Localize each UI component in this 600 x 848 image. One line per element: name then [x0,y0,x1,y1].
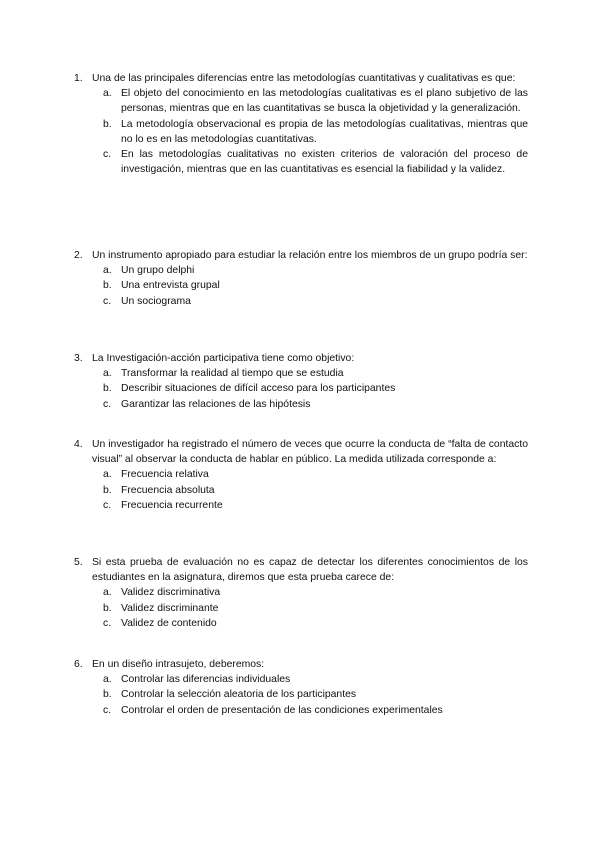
option-a [74,585,528,600]
question-5 [74,555,528,631]
option-letter: a. [103,88,112,100]
option-letter: b. [103,484,112,496]
option-text: Transformar la realidad al tiempo que se estudia [121,368,344,380]
option-c [74,703,528,718]
option-text: Un sociograma [121,295,191,307]
option-letter: b. [103,118,112,130]
question-number: 3. [74,353,83,364]
option-text: Garantizar las relaciones de las hipótesis [121,398,311,410]
option-letter: a. [103,674,112,686]
option-c [74,294,528,309]
question-text: Una de las principales diferencias entre las metodologías cuantitativas y cualitativas es que: [92,73,516,84]
option-letter: c. [103,398,112,410]
option-c [74,498,528,513]
option-letter: c. [103,499,112,511]
option-letter: c. [103,617,112,629]
option-b [74,483,528,498]
option-a [74,263,528,278]
option-list [74,86,528,177]
question-1 [74,71,528,177]
question-text: Si esta prueba de evaluación no es capaz de detectar los diferentes conocimientos de los estudiantes en la asignatura, diremos que esta prueba carece de: [92,557,528,584]
question-3 [74,351,528,412]
question-number: 4. [74,439,83,450]
option-letter: a. [103,469,112,481]
option-b [74,381,528,396]
option-text: Controlar el orden de presentación de las condiciones experimentales [121,704,443,716]
question-number: 1. [74,73,83,84]
option-text: Un grupo delphi [121,265,195,277]
option-list [74,467,528,513]
option-text: Validez discriminante [121,602,219,614]
question-text: Un instrumento apropiado para estudiar la relación entre los miembros de un grupo podría ser: [92,250,528,261]
option-text: Frecuencia absoluta [121,484,215,496]
option-letter: a. [103,368,112,380]
option-text: Frecuencia relativa [121,469,209,481]
question-text: La Investigación-acción participativa tiene como objetivo: [92,353,355,364]
question-number: 6. [74,659,83,670]
option-b [74,278,528,293]
option-letter: a. [103,587,112,599]
question-4 [74,437,528,513]
option-a [74,672,528,687]
option-text: En las metodologías cualitativas no existen criterios de valoración del proceso de investigación, mientras que en las cuantitativas es esencial la fiabilidad y la validez. [121,149,528,176]
option-letter: b. [103,383,112,395]
option-b [74,117,528,147]
option-text: La metodología observacional es propia de las metodologías cualitativas, mientras que no lo es en las metodologías cuantitativas. [121,118,528,145]
option-b [74,601,528,616]
option-list [74,585,528,631]
option-b [74,687,528,702]
question-text: Un investigador ha registrado el número de veces que ocurre la conducta de “falta de contacto visual” al observar la conducta de hablar en público. La medida utilizada corresponde a: [92,439,528,466]
option-c [74,397,528,412]
question-6 [74,657,528,718]
option-text: Validez discriminativa [121,587,221,599]
option-text: El objeto del conocimiento en las metodologías cualitativas es el plano subjetivo de las personas, mientras que en las cuantitativas se busca la objetividad y la generalización. [121,88,528,115]
option-c [74,616,528,631]
question-text: En un diseño intrasujeto, deberemos: [92,659,265,670]
option-letter: b. [103,280,112,292]
option-text: Controlar la selección aleatoria de los participantes [121,689,357,701]
question-2 [74,248,528,309]
question-number: 2. [74,250,83,261]
option-text: Controlar las diferencias individuales [121,674,291,686]
option-letter: b. [103,689,112,701]
option-list [74,672,528,718]
option-letter: c. [103,295,112,307]
option-letter: a. [103,265,112,277]
option-c [74,147,528,177]
option-letter: b. [103,602,112,614]
option-text: Frecuencia recurrente [121,499,223,511]
option-text: Una entrevista grupal [121,280,220,292]
option-letter: c. [103,149,112,161]
option-letter: c. [103,704,112,716]
option-a [74,467,528,482]
option-list [74,366,528,412]
option-text: Validez de contenido [121,617,217,629]
option-a [74,86,528,116]
question-number: 5. [74,557,83,568]
option-a [74,366,528,381]
option-text: Describir situaciones de difícil acceso para los participantes [121,383,396,395]
option-list [74,263,528,309]
